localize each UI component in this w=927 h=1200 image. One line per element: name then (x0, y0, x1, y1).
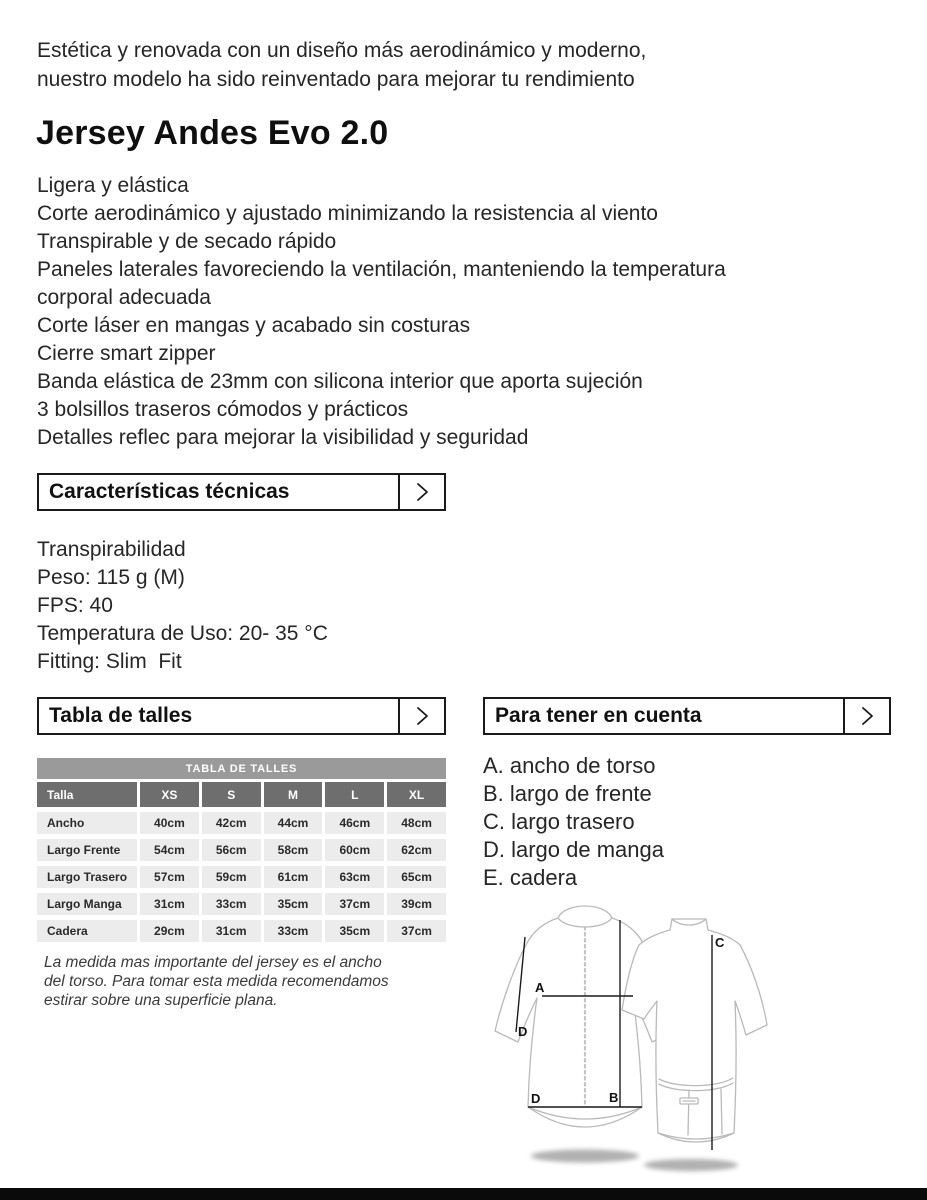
feature-item: 3 bolsillos traseros cómodos y prácticos (37, 398, 409, 421)
diagram-label-a: A (535, 980, 545, 995)
cell-value: 46cm (325, 812, 384, 834)
diagram-label-c: C (715, 935, 725, 950)
intro-text (37, 36, 646, 94)
section-header-notes[interactable] (483, 697, 891, 735)
table-row (37, 812, 446, 834)
expand-sizes-button[interactable] (398, 699, 444, 733)
cell-value: 61cm (264, 866, 323, 888)
jersey-diagram-svg (483, 895, 923, 1180)
section-header-tech[interactable] (37, 473, 446, 511)
size-table (37, 758, 446, 942)
spec-line: FPS: 40 (37, 594, 113, 617)
size-table-header-row (37, 782, 446, 807)
feature-item: Banda elástica de 23mm con silicona interior que aporta sujeción (37, 370, 643, 393)
cell-value: 60cm (325, 839, 384, 861)
legend-item: A. ancho de torso (483, 753, 656, 778)
cell-value: 31cm (140, 893, 199, 915)
legend-item: C. largo trasero (483, 809, 635, 834)
legend-item: B. largo de frente (483, 781, 652, 806)
shadow-front (531, 1150, 639, 1163)
column-header: Talla (37, 782, 137, 807)
cell-value: 56cm (202, 839, 261, 861)
spec-line: Fitting: Slim Fit (37, 650, 182, 673)
diagram-label-b: B (609, 1090, 619, 1105)
cell-value: 35cm (325, 920, 384, 942)
chevron-right-icon (415, 481, 430, 503)
cell-value: 40cm (140, 812, 199, 834)
section-label-sizes: Tabla de talles (49, 704, 193, 727)
column-header: L (325, 782, 384, 807)
cell-value: 48cm (387, 812, 446, 834)
table-row (37, 839, 446, 861)
cell-value: 42cm (202, 812, 261, 834)
cell-value: 54cm (140, 839, 199, 861)
cell-value: 35cm (264, 893, 323, 915)
cell-value: 33cm (264, 920, 323, 942)
feature-item: Corte aerodinámico y ajustado minimizando la resistencia al viento (37, 202, 658, 225)
cell-value: 39cm (387, 893, 446, 915)
spec-line: Peso: 115 g (M) (37, 566, 185, 589)
chevron-right-icon (860, 705, 875, 727)
column-header: XL (387, 782, 446, 807)
section-label-tech: Características técnicas (49, 480, 290, 503)
feature-item: Corte láser en mangas y acabado sin costuras (37, 314, 471, 337)
legend-item: D. largo de manga (483, 837, 664, 862)
footer-divider-bar (0, 1188, 927, 1200)
row-label: Ancho (37, 812, 137, 834)
cell-value: 33cm (202, 893, 261, 915)
legend-item: E. cadera (483, 865, 578, 890)
cell-value: 44cm (264, 812, 323, 834)
column-header: XS (140, 782, 199, 807)
table-row (37, 893, 446, 915)
cell-value: 31cm (202, 920, 261, 942)
feature-item: Paneles laterales favoreciendo la ventilación, manteniendo la temperatura corporal adecuada (37, 258, 726, 309)
size-table-title: TABLA DE TALLES (37, 758, 446, 779)
diagram-label-d-sleeve: D (518, 1024, 528, 1039)
table-row (37, 920, 446, 942)
jersey-back-outline (622, 919, 767, 1142)
cell-value: 65cm (387, 866, 446, 888)
measurement-legend (483, 752, 664, 892)
jersey-measurement-diagram (483, 895, 923, 1185)
column-header: M (264, 782, 323, 807)
cell-value: 58cm (264, 839, 323, 861)
intro-line: Estética y renovada con un diseño más aerodinámico y moderno, (37, 39, 647, 62)
cell-value: 59cm (202, 866, 261, 888)
shadow-back (644, 1159, 738, 1171)
chevron-right-icon (415, 705, 430, 727)
tech-specs (37, 536, 328, 676)
expand-tech-button[interactable] (398, 475, 444, 509)
feature-list (37, 172, 727, 452)
size-note: La medida mas importante del jersey es el ancho del torso. Para tomar esta medida recomendamos estirar sobre una superficie plana. (44, 954, 389, 1009)
cell-value: 29cm (140, 920, 199, 942)
feature-item: Cierre smart zipper (37, 342, 216, 365)
size-table-body (37, 812, 446, 942)
row-label: Largo Frente (37, 839, 137, 861)
cell-value: 62cm (387, 839, 446, 861)
column-header: S (202, 782, 261, 807)
cell-value: 37cm (325, 893, 384, 915)
intro-line: nuestro modelo ha sido reinventado para mejorar tu rendimiento (37, 68, 635, 91)
diagram-label-d-hem: D (531, 1091, 541, 1106)
row-label: Largo Manga (37, 893, 137, 915)
expand-notes-button[interactable] (843, 699, 889, 733)
row-label: Cadera (37, 920, 137, 942)
row-label: Largo Trasero (37, 866, 137, 888)
table-row (37, 866, 446, 888)
spec-line: Temperatura de Uso: 20- 35 °C (37, 622, 328, 645)
feature-item: Detalles reflec para mejorar la visibilidad y seguridad (37, 426, 529, 449)
section-label-notes: Para tener en cuenta (495, 704, 702, 727)
cell-value: 57cm (140, 866, 199, 888)
spec-line: Transpirabilidad (37, 538, 186, 561)
feature-item: Transpirable y de secado rápido (37, 230, 337, 253)
cell-value: 37cm (387, 920, 446, 942)
feature-item: Ligera y elástica (37, 174, 189, 197)
page-title: Jersey Andes Evo 2.0 (36, 114, 389, 152)
cell-value: 63cm (325, 866, 384, 888)
section-header-sizes[interactable] (37, 697, 446, 735)
